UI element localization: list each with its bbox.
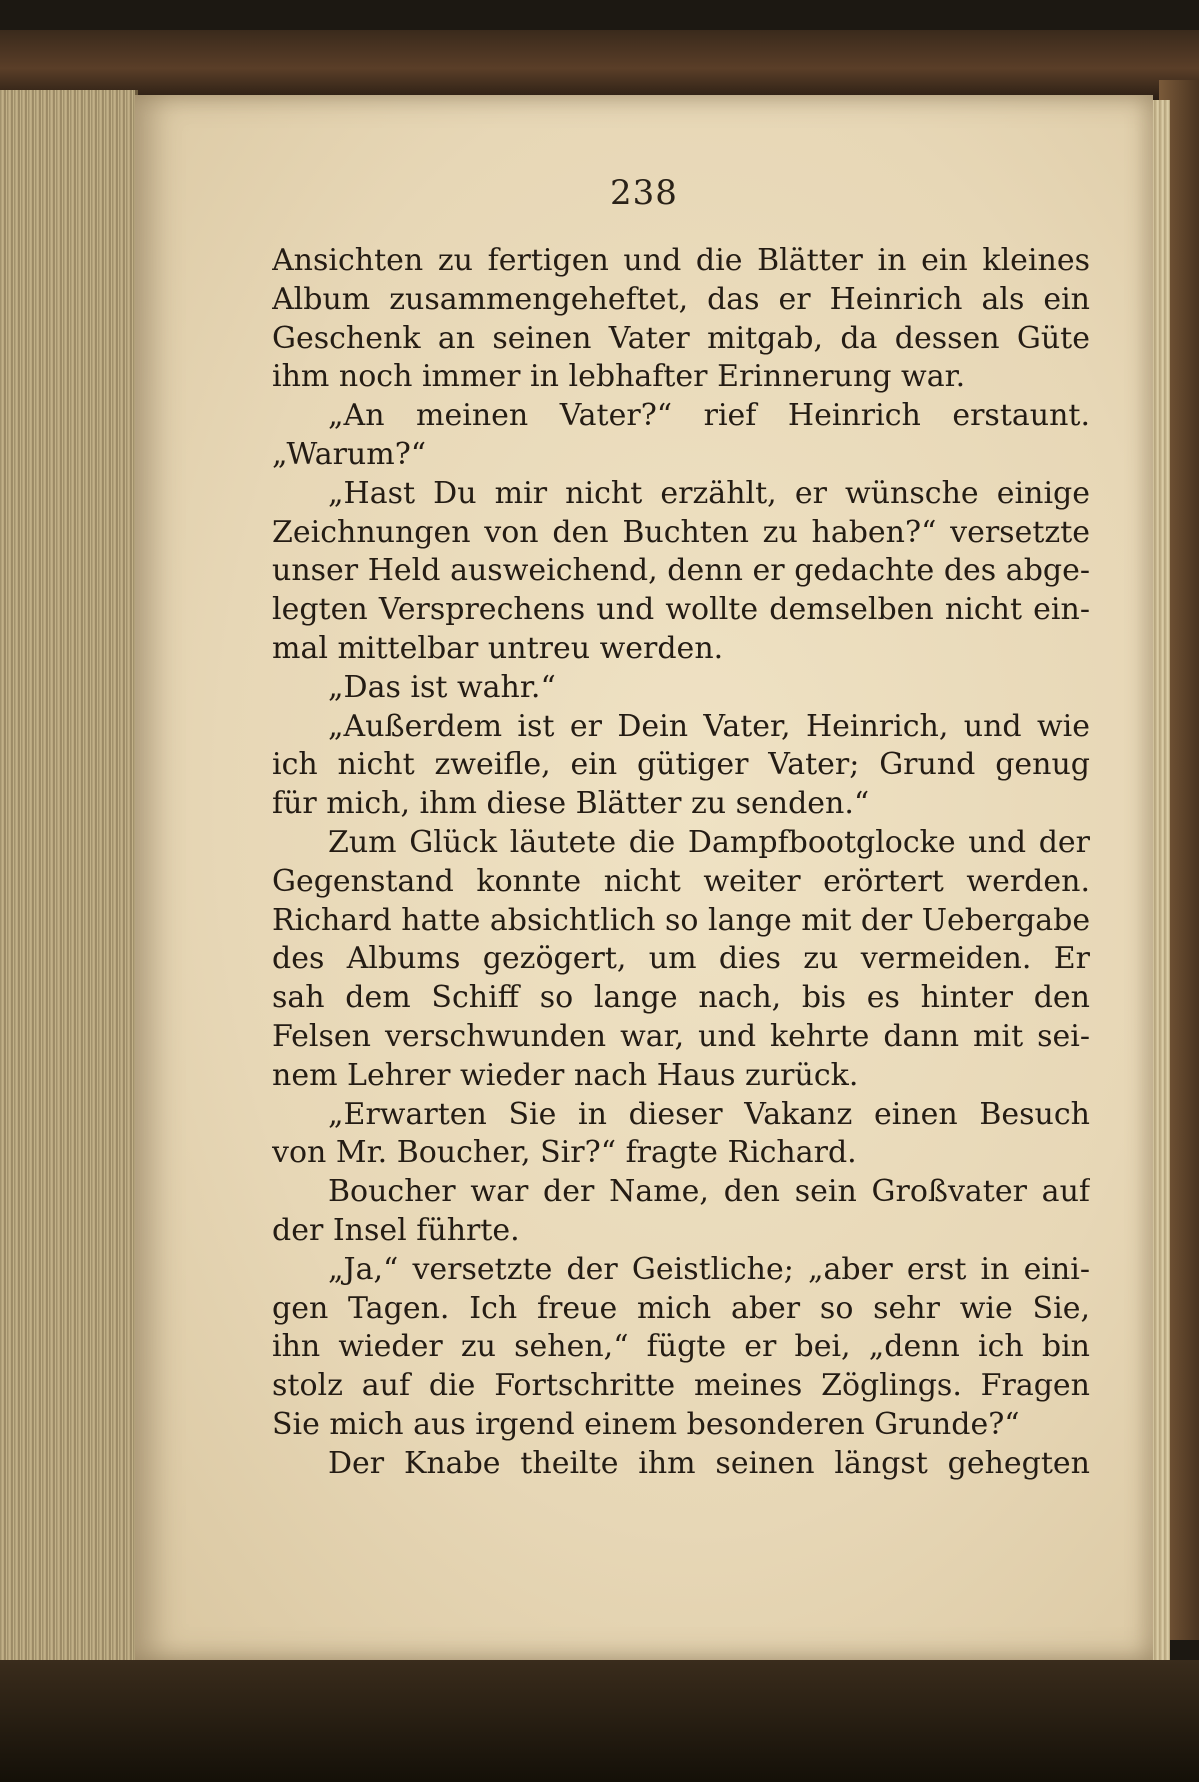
text-line: sah dem Schiff so lange nach, bis es hinter den xyxy=(272,980,1090,1016)
text-line: für mich, ihm diese Blätter zu senden.“ xyxy=(272,786,870,822)
text-line: von Mr. Boucher, Sir?“ fragte Richard. xyxy=(272,1135,857,1171)
book-page xyxy=(135,95,1153,1660)
text-line: Richard hatte absichtlich so lange mit der Uebergabe xyxy=(272,902,1090,938)
text-line: stolz auf die Fortschritte meines Zöglings. Fragen xyxy=(272,1368,1090,1404)
text-line: Zum Glück läutete die Dampfbootglocke und der xyxy=(328,824,1090,860)
text-line: „Hast Du mir nicht erzählt, er wünsche einige xyxy=(328,475,1090,511)
text-line: nem Lehrer wieder nach Haus zurück. xyxy=(272,1057,859,1093)
text-line: der Insel führte. xyxy=(272,1212,520,1248)
text-line: „An meinen Vater?“ rief Heinrich erstaunt. xyxy=(328,398,1090,434)
text-line: Gegenstand konnte nicht weiter erörtert werden. xyxy=(272,863,1090,899)
text-line: „Das ist wahr.“ xyxy=(328,669,556,705)
text-line: Sie mich aus irgend einem besonderen Grunde?“ xyxy=(272,1406,1020,1442)
text-line: Ansichten zu fertigen und die Blätter in ein kleines xyxy=(272,243,1090,278)
text-line: „Warum?“ xyxy=(272,436,427,472)
text-line: Geschenk an seinen Vater mitgab, da dessen Güte xyxy=(272,320,1090,356)
text-line: „Außerdem ist er Dein Vater, Heinrich, und wie xyxy=(328,708,1090,744)
page-edges-left xyxy=(0,90,138,1660)
page-edges-right xyxy=(1150,100,1170,1660)
text-line: Boucher war der Name, den sein Großvater auf xyxy=(328,1174,1090,1210)
text-line: „Erwarten Sie in dieser Vakanz einen Besuch xyxy=(328,1096,1090,1132)
text-line: Album zusammengeheftet, das er Heinrich als ein xyxy=(272,281,1090,317)
text-line: „Ja,“ versetzte der Geistliche; „aber erst in eini- xyxy=(328,1251,1090,1287)
text-line: ihn wieder zu sehen,“ fügte er bei, „denn ich bin xyxy=(272,1329,1090,1365)
text-line: des Albums gezögert, um dies zu vermeiden. Er xyxy=(272,941,1090,977)
text-line: mal mittelbar untreu werden. xyxy=(272,630,724,666)
book-bottom-edge xyxy=(0,1660,1199,1782)
text-line: Felsen verschwunden war, und kehrte dann mit sei- xyxy=(272,1018,1090,1054)
text-line: Zeichnungen von den Buchten zu haben?“ versetzte xyxy=(272,514,1090,550)
text-line: unser Held ausweichend, denn er gedachte des abge- xyxy=(272,553,1090,589)
text-line: ich nicht zweifle, ein gütiger Vater; Grund genug xyxy=(272,747,1090,783)
text-line: ihm noch immer in lebhafter Erinnerung war. xyxy=(272,359,966,395)
text-line: Der Knabe theilte ihm seinen längst gehegten xyxy=(328,1445,1090,1481)
page-number: 238 xyxy=(610,173,678,213)
text-line: gen Tagen. Ich freue mich aber so sehr wie Sie, xyxy=(272,1290,1090,1326)
body-text xyxy=(272,242,1090,1484)
book-cover-top xyxy=(0,30,1199,100)
text-line: legten Versprechens und wollte demselben nicht ein- xyxy=(272,592,1090,628)
